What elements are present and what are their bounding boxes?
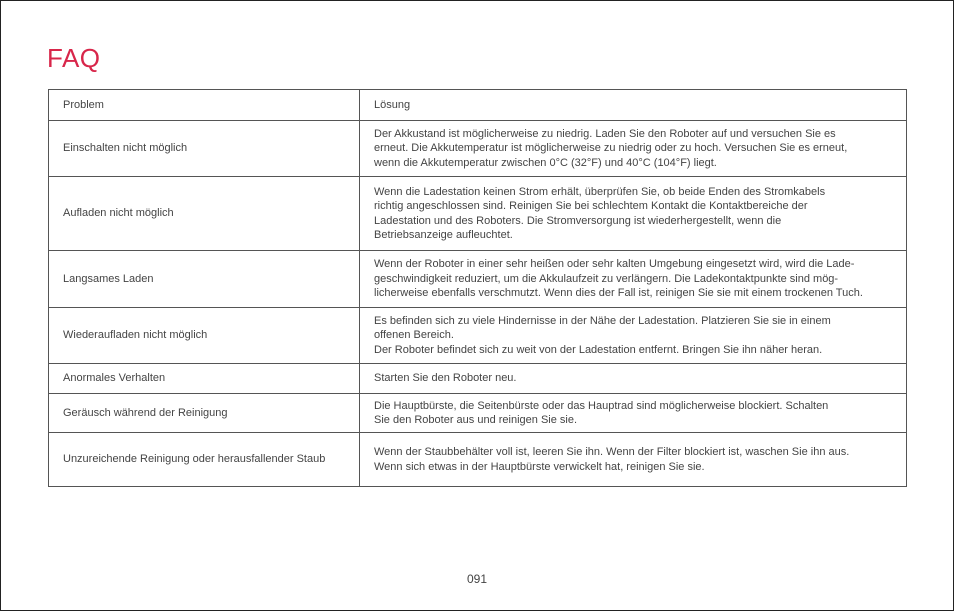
table-header-row xyxy=(49,90,907,121)
problem-cell: Langsames Laden xyxy=(49,251,360,308)
solution-cell xyxy=(360,121,907,177)
solution-line: Wenn die Ladestation keinen Strom erhält, überprüfen Sie, ob beide Enden des Stromkabels xyxy=(374,185,826,198)
solution-line: wenn die Akkutemperatur zwischen 0°C (32°F) und 40°C (104°F) liegt. xyxy=(374,156,717,169)
solution-cell xyxy=(360,433,907,487)
table-row xyxy=(49,433,907,487)
page-title: FAQ xyxy=(47,43,101,73)
solution-line: Wenn der Roboter in einer sehr heißen oder sehr kalten Umgebung eingesetzt wird, wird die Lade- xyxy=(374,258,855,271)
table-row xyxy=(49,308,907,364)
solution-line: richtig angeschlossen sind. Reinigen Sie bei schlechtem Kontakt die Kontaktbereiche der xyxy=(374,200,808,212)
problem-cell: Aufladen nicht möglich xyxy=(49,177,360,251)
solution-line: Ladestation und des Roboters. Die Stromversorgung ist wiederhergestellt, wenn die xyxy=(374,214,782,227)
problem-cell: Wiederaufladen nicht möglich xyxy=(49,308,360,364)
solution-cell xyxy=(360,364,907,394)
problem-cell: Unzureichende Reinigung oder herausfallender Staub xyxy=(49,433,360,487)
solution-line: erneut. Die Akkutemperatur ist möglicherweise zu niedrig oder zu hoch. Versuchen Sie es erneut, xyxy=(374,142,848,155)
table-row xyxy=(49,364,907,394)
solution-line: licherweise ebenfalls verschmutzt. Wenn dies der Fall ist, reinigen Sie sie mit einem trockenen Tuch. xyxy=(374,287,863,300)
page-number: 091 xyxy=(466,572,488,586)
solution-line: Sie den Roboter aus und reinigen Sie sie. xyxy=(374,414,578,426)
solution-line: geschwindigkeit reduziert, um die Akkulaufzeit zu verlängern. Die Ladekontaktpunkte sind mög- xyxy=(374,272,839,285)
faq-table xyxy=(48,89,907,487)
solution-line: Wenn der Staubbehälter voll ist, leeren Sie ihn. Wenn der Filter blockiert ist, waschen Sie ihn aus. xyxy=(374,446,850,458)
solution-line: Wenn sich etwas in der Hauptbürste verwickelt hat, reinigen Sie sie. xyxy=(374,460,705,473)
column-header-problem: Problem xyxy=(49,90,360,121)
problem-cell: Geräusch während der Reinigung xyxy=(49,394,360,433)
column-header-solution: Lösung xyxy=(360,90,907,121)
solution-line: Betriebsanzeige aufleuchtet. xyxy=(374,229,513,241)
solution-cell xyxy=(360,394,907,433)
solution-line: offenen Bereich. xyxy=(374,329,454,342)
table-row xyxy=(49,394,907,433)
solution-line: Der Roboter befindet sich zu weit von der Ladestation entfernt. Bringen Sie ihn näher heran. xyxy=(374,343,823,356)
table-row xyxy=(49,121,907,177)
solution-cell xyxy=(360,308,907,364)
problem-cell: Anormales Verhalten xyxy=(49,364,360,394)
problem-cell: Einschalten nicht möglich xyxy=(49,121,360,177)
solution-cell xyxy=(360,177,907,251)
table-row xyxy=(49,251,907,308)
solution-cell xyxy=(360,251,907,308)
table-row xyxy=(49,177,907,251)
solution-line: Der Akkustand ist möglicherweise zu niedrig. Laden Sie den Roboter auf und versuchen Sie es xyxy=(374,127,836,140)
solution-line: Die Hauptbürste, die Seitenbürste oder das Hauptrad sind möglicherweise blockiert. Schalten xyxy=(374,399,829,412)
solution-line: Starten Sie den Roboter neu. xyxy=(374,372,517,385)
solution-line: Es befinden sich zu viele Hindernisse in der Nähe der Ladestation. Platzieren Sie sie in einem xyxy=(374,314,831,327)
